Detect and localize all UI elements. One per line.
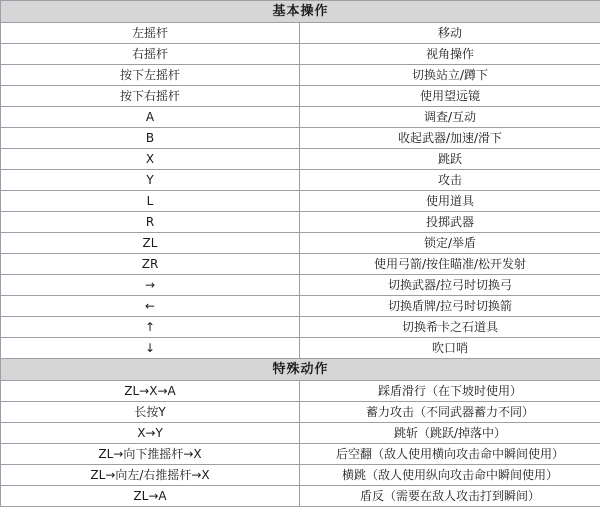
control-key: ZL bbox=[1, 233, 300, 254]
table-row bbox=[1, 65, 600, 86]
control-action: 切换盾牌/拉弓时切换箭 bbox=[300, 296, 600, 317]
section-header-basic bbox=[1, 1, 600, 23]
control-key: ↑ bbox=[1, 317, 300, 338]
control-action: 锁定/举盾 bbox=[300, 233, 600, 254]
control-key: 长按Y bbox=[1, 402, 300, 423]
table-row bbox=[1, 170, 600, 191]
control-key: X bbox=[1, 149, 300, 170]
control-key: ZL→向下推摇杆→X bbox=[1, 444, 300, 465]
table-row bbox=[1, 191, 600, 212]
control-key: → bbox=[1, 275, 300, 296]
control-key: X→Y bbox=[1, 423, 300, 444]
table-row bbox=[1, 465, 600, 486]
control-key: ZL→X→A bbox=[1, 381, 300, 402]
control-key: ZR bbox=[1, 254, 300, 275]
control-key: Y bbox=[1, 170, 300, 191]
table-row bbox=[1, 444, 600, 465]
control-action: 移动 bbox=[300, 23, 600, 44]
control-key: ← bbox=[1, 296, 300, 317]
table-row bbox=[1, 275, 600, 296]
control-key: 左摇杆 bbox=[1, 23, 300, 44]
table-row bbox=[1, 486, 600, 507]
control-key: ↓ bbox=[1, 338, 300, 359]
control-action: 调查/互动 bbox=[300, 107, 600, 128]
table-row bbox=[1, 381, 600, 402]
control-action: 视角操作 bbox=[300, 44, 600, 65]
control-key: B bbox=[1, 128, 300, 149]
table-row bbox=[1, 23, 600, 44]
table-row bbox=[1, 233, 600, 254]
control-action: 攻击 bbox=[300, 170, 600, 191]
table-row bbox=[1, 212, 600, 233]
table-row bbox=[1, 128, 600, 149]
control-action: 吹口哨 bbox=[300, 338, 600, 359]
control-key: A bbox=[1, 107, 300, 128]
control-key: L bbox=[1, 191, 300, 212]
table-row bbox=[1, 149, 600, 170]
table-row bbox=[1, 44, 600, 65]
control-key: 按下右摇杆 bbox=[1, 86, 300, 107]
control-action: 切换站立/蹲下 bbox=[300, 65, 600, 86]
control-key: R bbox=[1, 212, 300, 233]
control-action: 使用道具 bbox=[300, 191, 600, 212]
control-key: 按下左摇杆 bbox=[1, 65, 300, 86]
section-header-special bbox=[1, 359, 600, 381]
section-title: 基本操作 bbox=[1, 1, 600, 23]
section-basic bbox=[1, 1, 600, 359]
control-action: 收起武器/加速/滑下 bbox=[300, 128, 600, 149]
control-key: ZL→向左/右推摇杆→X bbox=[1, 465, 300, 486]
table-row bbox=[1, 254, 600, 275]
control-action: 蓄力攻击（不同武器蓄力不同） bbox=[300, 402, 600, 423]
control-action: 切换武器/拉弓时切换弓 bbox=[300, 275, 600, 296]
control-action: 盾反（需要在敌人攻击打到瞬间） bbox=[300, 486, 600, 507]
table-row bbox=[1, 86, 600, 107]
control-key: ZL→A bbox=[1, 486, 300, 507]
control-action: 跳斩（跳跃/掉落中） bbox=[300, 423, 600, 444]
table-row bbox=[1, 402, 600, 423]
control-action: 踩盾滑行（在下坡时使用） bbox=[300, 381, 600, 402]
control-action: 跳跃 bbox=[300, 149, 600, 170]
table-row bbox=[1, 317, 600, 338]
control-key: 右摇杆 bbox=[1, 44, 300, 65]
control-action: 横跳（敌人使用纵向攻击命中瞬间使用） bbox=[300, 465, 600, 486]
section-special bbox=[1, 359, 600, 507]
control-action: 使用望远镜 bbox=[300, 86, 600, 107]
control-action: 切换希卡之石道具 bbox=[300, 317, 600, 338]
table-row bbox=[1, 423, 600, 444]
control-action: 投掷武器 bbox=[300, 212, 600, 233]
control-action: 使用弓箭/按住瞄准/松开发射 bbox=[300, 254, 600, 275]
table-row bbox=[1, 107, 600, 128]
table-row bbox=[1, 296, 600, 317]
control-action: 后空翻（敌人使用横向攻击命中瞬间使用） bbox=[300, 444, 600, 465]
section-title: 特殊动作 bbox=[1, 359, 600, 381]
table-row bbox=[1, 338, 600, 359]
